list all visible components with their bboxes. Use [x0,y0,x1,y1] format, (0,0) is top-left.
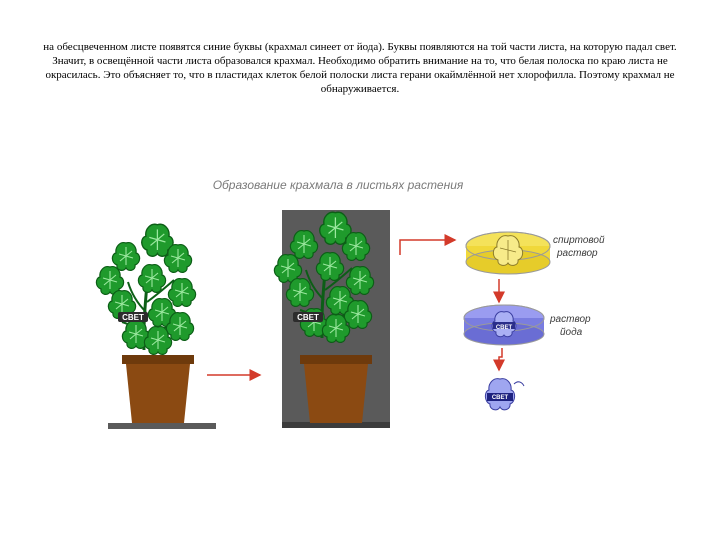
shelf [108,423,216,429]
alcohol-dish [466,232,550,274]
plant-in-dark-cabinet [274,210,390,428]
plant-in-light [96,224,216,429]
stained-leaf-label: СВЕТ [491,395,509,401]
pale-leaf-in-alcohol [493,236,522,266]
iodine-label-line2: йода [560,327,583,338]
arrow-to-alcohol [400,240,455,255]
light-stencil-dark-label: СВЕТ [297,313,319,322]
stained-leaf-result [485,379,524,410]
iodine-dish [464,305,544,345]
light-stencil-label: СВЕТ [122,313,144,322]
alcohol-label-line2: раствор [557,248,598,259]
iodine-leaf-label: СВЕТ [495,325,513,331]
figure-title: Образование крахмала в листьях растения [212,178,464,192]
iodine-label-line1: раствор [550,314,591,325]
arrow-to-result [499,348,502,370]
alcohol-label-line1: спиртовой [553,235,605,246]
explanation-paragraph: на обесцвеченном листе появятся синие буквы (крахмал синеет от йода). Буквы появляются на той части листа, на которую падал свет. Значит, в освещённой части листа образовался крахмал. Необходимо обратить внимание на то, что белая полоска по краю листа не окрасилась. Это объясняет то, что в пластидах клеток белой полоски листа герани окаймлённой нет хлорофилла. Поэтому крахмал не обнаруживается. [43,41,677,95]
